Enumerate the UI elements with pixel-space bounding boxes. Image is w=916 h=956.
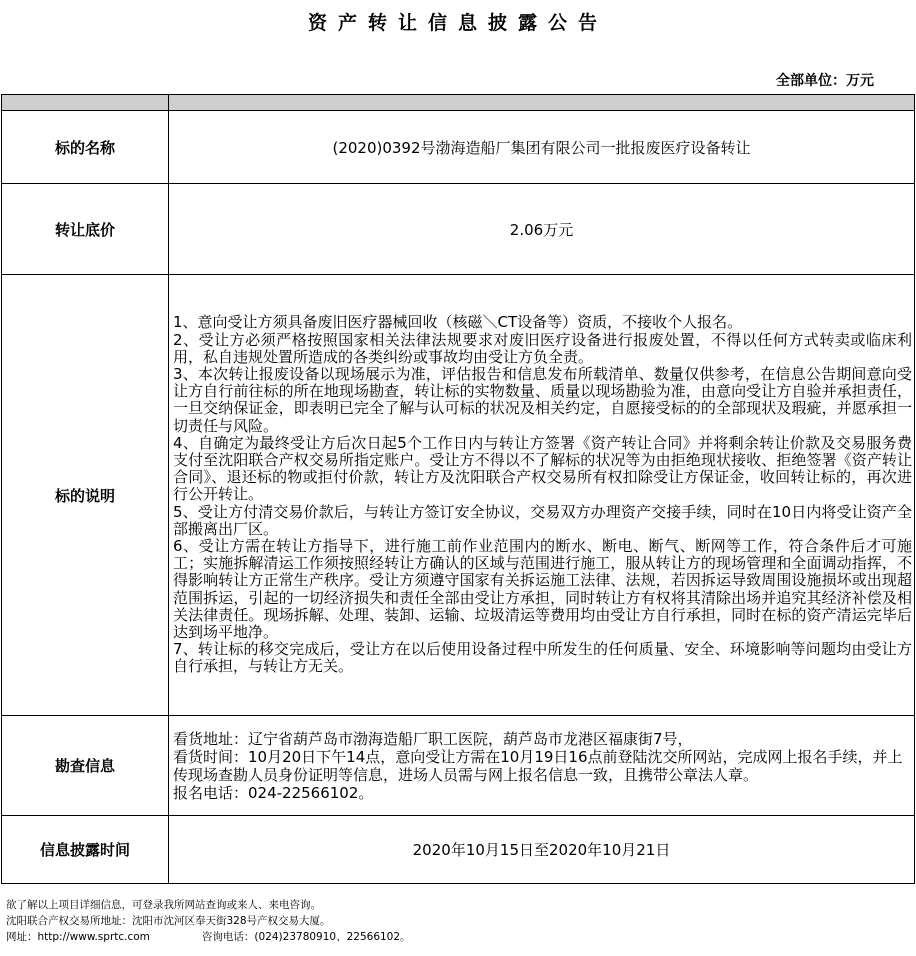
description-paragraph-5: 5、受让方付清交易价款后，与转让方签订安全协议，交易双方办理资产交接手续，同时在10日内将受让资产全部搬离出厂区。 <box>173 502 912 538</box>
footer-line-2: 沈阳联合产权交易所地址：沈阳市沈河区奉天街328号产权交易大厦。 <box>6 915 331 927</box>
row-inspection-value <box>169 716 915 816</box>
table-header-bar <box>2 95 915 111</box>
description-paragraph-6: 6、受让方需在转让方指导下，进行施工前作业范围内的断水、断电、断气、断网等工作，符合条件后才可施工；实施拆解清运工作须按照经转让方确认的区域与范围进行施工，服从转让方的现场管理和全面调动指挥，不得影响转让方正常生产秩序。受让方须遵守国家有关拆运施工法律、法规，若因拆运导致周围设施损坏或出现超范围拆运，引起的一切经济损失和责任全部由受让方承担，同时转让方有权将其清除出场并追究其经济补偿及相关法律责任。现场拆解、处理、装卸、运输、垃圾清运等费用均由受让方自行承担，同时在标的资产清运完毕后达到场平地净。 <box>173 537 912 642</box>
row-description-value <box>169 275 915 716</box>
row-disclosure <box>2 816 915 884</box>
header-cell-right <box>169 95 915 111</box>
row-description-label: 标的说明 <box>2 275 169 716</box>
footer-line-3 <box>6 929 411 945</box>
row-price <box>2 184 915 275</box>
row-description <box>2 275 915 716</box>
row-disclosure-label: 信息披露时间 <box>2 816 169 884</box>
row-name-label: 标的名称 <box>2 111 169 184</box>
footer-notes <box>6 897 411 945</box>
description-paragraph-7: 7、转让标的移交完成后，受让方在以后使用设备过程中所发生的任何质量、安全、环境影响等问题均由受让方自行承担，与转让方无关。 <box>173 640 912 676</box>
description-paragraph-1: 1、意向受让方须具备废旧医疗器械回收（核磁＼CT设备等）资质，不接收个人报名。 <box>173 313 743 332</box>
row-name-value: (2020)0392号渤海造船厂集团有限公司一批报废医疗设备转让 <box>169 111 915 184</box>
disclosure-table <box>1 94 915 884</box>
description-paragraph-3: 3、本次转让报废设备以现场展示为准，评估报告和信息发布所载清单、数量仅供参考，在信息公告期间意向受让方自行前往标的所在地现场勘查，转让标的实物数量、质量以现场勘验为准，由意向受让方自验并承担责任，一旦交纳保证金，即表明已完全了解与认可标的状况及相关约定，自愿接受标的的全部现状及瑕疵，并愿承担一切责任与风险。 <box>173 364 912 435</box>
inspection-address: 看货地址：辽宁省葫芦岛市渤海造船厂职工医院，葫芦岛市龙港区福康街7号， <box>173 729 693 748</box>
row-inspection <box>2 716 915 816</box>
row-name <box>2 111 915 184</box>
row-price-label: 转让底价 <box>2 184 169 275</box>
footer-website: 网址：http://www.sprtc.com <box>6 931 150 943</box>
row-disclosure-value: 2020年10月15日至2020年10月21日 <box>169 816 915 884</box>
header-cell-left <box>2 95 169 111</box>
inspection-time: 看货时间：10月20日下午14点，意向受让方需在10月19日16点前登陆沈交所网站，完成网上报名手续，并上传现场查勘人员身份证明等信息，进场人员需与网上报名信息一致，且携带公章法人章。 <box>173 747 903 784</box>
description-paragraph-2: 2、受让方必须严格按照国家相关法律法规要求对废旧医疗设备进行报废处置，不得以任何方式转卖或临床利用，私自违规处置所造成的各类纠纷或事故均由受让方负全责。 <box>173 330 912 366</box>
unit-note: 全部单位：万元 <box>776 73 874 89</box>
description-paragraph-4: 4、自确定为最终受让方后次日起5个工作日内与转让方签署《资产转让合同》并将剩余转让价款及交易服务费支付至沈阳联合产权交易所指定账户。受让方不得以不了解标的状况等为由拒绝现状接收、拒绝签署《资产转让合同》、退还标的物或拒付价款，转让方及沈阳联合产权交易所有权扣除受让方保证金，收回转让标的，再次进行公开转让。 <box>173 433 912 504</box>
row-inspection-label: 勘查信息 <box>2 716 169 816</box>
footer-line-1: 欲了解以上项目详细信息，可登录我所网站查询或来人、来电咨询。 <box>6 899 321 911</box>
row-price-value: 2.06万元 <box>169 184 915 275</box>
page-title: 资产转让信息披露公告 <box>307 12 608 34</box>
footer-phone: 咨询电话：(024)23780910、22566102。 <box>201 931 411 943</box>
inspection-phone: 报名电话：024-22566102。 <box>173 783 374 802</box>
